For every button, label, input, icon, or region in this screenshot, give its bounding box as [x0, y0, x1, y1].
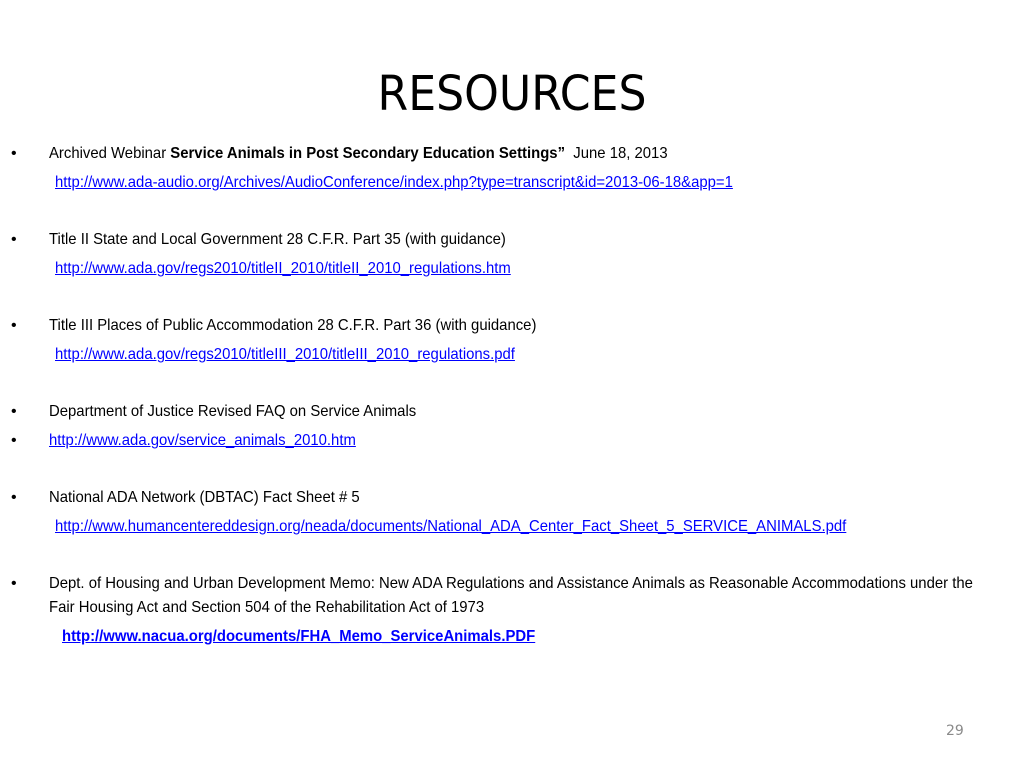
- bullet-marker: •: [11, 145, 17, 162]
- bullet-marker: •: [11, 575, 17, 592]
- resource-text-hud-memo: Dept. of Housing and Urban Development Memo: New ADA Regulations and Assistance Animals as Reasonable Accommodations under the Fair Housing Act and Section 504 of the Rehabilitation Act of 1973: [49, 575, 973, 616]
- slide-title: RESOURCES: [377, 66, 647, 122]
- bullet-marker: •: [11, 432, 17, 449]
- resource-text-title-ii: Title II State and Local Government 28 C.F.R. Part 35 (with guidance): [49, 231, 506, 248]
- bullet-marker: •: [11, 231, 17, 248]
- resource-link-hud-memo[interactable]: http://www.nacua.org/documents/FHA_Memo_ServiceAnimals.PDF: [62, 628, 536, 645]
- resource-link-webinar[interactable]: http://www.ada-audio.org/Archives/AudioConference/index.php?type=transcript&id=2013-06-18&app=1: [55, 174, 733, 191]
- resource-text-title-iii: Title III Places of Public Accommodation 28 C.F.R. Part 36 (with guidance): [49, 317, 537, 334]
- resource-item-webinar: [49, 142, 668, 166]
- resource-link-service-animals[interactable]: http://www.ada.gov/service_animals_2010.htm: [49, 432, 356, 449]
- webinar-date: June 18, 2013: [565, 145, 668, 162]
- resource-text-fact-sheet: National ADA Network (DBTAC) Fact Sheet # 5: [49, 489, 360, 506]
- bullet-marker: •: [11, 489, 17, 506]
- resource-link-title-iii[interactable]: http://www.ada.gov/regs2010/titleIII_2010/titleIII_2010_regulations.pdf: [55, 346, 515, 363]
- resource-link-title-ii[interactable]: http://www.ada.gov/regs2010/titleII_2010/titleII_2010_regulations.htm: [55, 260, 511, 277]
- page-number: 29: [946, 723, 964, 739]
- webinar-title: Service Animals in Post Secondary Education Settings”: [170, 145, 566, 162]
- resource-text-doj-faq: Department of Justice Revised FAQ on Service Animals: [49, 403, 417, 420]
- resource-text: Archived Webinar: [49, 145, 171, 162]
- resource-link-fact-sheet[interactable]: http://www.humancentereddesign.org/neada/documents/National_ADA_Center_Fact_Sheet_5_SERVICE_ANIMALS.pdf: [55, 518, 847, 535]
- bullet-marker: •: [11, 403, 17, 420]
- bullet-marker: •: [11, 317, 17, 334]
